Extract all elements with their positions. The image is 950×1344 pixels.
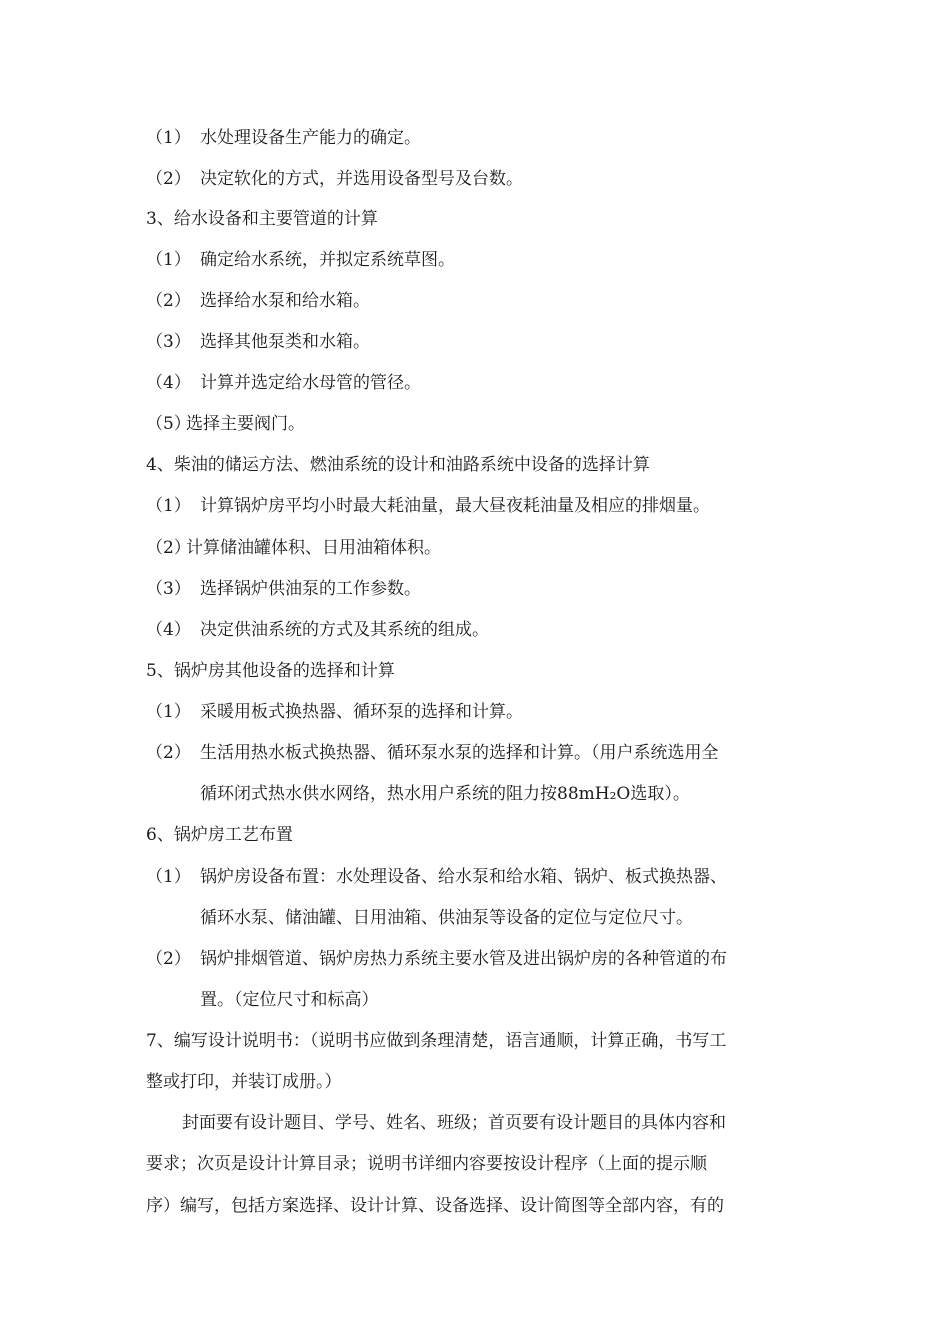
- section-heading: 7、编写设计说明书：（说明书应做到条理清楚，语言通顺，计算正确，书写工: [146, 1031, 727, 1051]
- item-text: 生活用热水板式换热器、循环泵水泵的选择和计算。（用户系统选用全: [200, 743, 719, 763]
- item-text: 水处理设备生产能力的确定。: [200, 128, 421, 148]
- item-text: 采暖用板式换热器、循环泵的选择和计算。: [200, 702, 523, 722]
- list-item: [146, 537, 441, 559]
- list-item: [146, 249, 455, 271]
- item-number: （1）: [146, 128, 191, 148]
- list-item: [146, 701, 523, 723]
- item-number: （3）: [146, 332, 191, 352]
- item-number: （2）: [146, 291, 191, 311]
- list-item: [146, 372, 421, 394]
- item-text: 选择主要阀门。: [186, 414, 305, 434]
- list-item-continuation: 置。（定位尺寸和标高）: [200, 990, 379, 1010]
- item-number: （2）: [146, 949, 191, 969]
- item-text: 选择锅炉供油泵的工作参数。: [200, 579, 421, 599]
- section-heading-continuation: 整或打印，并装订成册。）: [146, 1072, 342, 1092]
- list-item: [146, 578, 421, 600]
- item-text: 选择其他泵类和水箱。: [200, 332, 370, 352]
- list-item: [146, 866, 727, 888]
- list-item: [146, 331, 370, 353]
- list-item: [146, 127, 421, 149]
- item-text: 计算锅炉房平均小时最大耗油量，最大昼夜耗油量及相应的排烟量。: [200, 496, 710, 516]
- item-number: （3）: [146, 579, 191, 599]
- item-text: 决定软化的方式，并选用设备型号及台数。: [200, 169, 523, 189]
- section-heading: 4、柴油的储运方法、燃油系统的设计和油路系统中设备的选择计算: [146, 455, 650, 475]
- list-item: [146, 290, 370, 312]
- list-item-continuation: 循环水泵、储油罐、日用油箱、供油泵等设备的定位与定位尺寸。: [200, 908, 693, 928]
- item-number: （2）: [146, 538, 191, 558]
- section-heading: 5、锅炉房其他设备的选择和计算: [146, 661, 395, 681]
- section-heading: 6、锅炉房工艺布置: [146, 825, 293, 845]
- list-item: [146, 413, 305, 435]
- item-number: （1）: [146, 702, 191, 722]
- paragraph-line: 封面要有设计题目、学号、姓名、班级；首页要有设计题目的具体内容和: [182, 1113, 726, 1133]
- item-number: （4）: [146, 620, 191, 640]
- section-heading: 3、给水设备和主要管道的计算: [146, 209, 378, 229]
- item-number: （1）: [146, 250, 191, 270]
- item-number: （5）: [146, 414, 191, 434]
- paragraph-line: 序）编写，包括方案选择、设计计算、设备选择、设计简图等全部内容，有的: [146, 1196, 724, 1216]
- list-item: [146, 168, 523, 190]
- list-item: [146, 948, 727, 970]
- item-text: 选择给水泵和给水箱。: [200, 291, 370, 311]
- item-number: （1）: [146, 496, 191, 516]
- item-text: 锅炉排烟管道、锅炉房热力系统主要水管及进出锅炉房的各种管道的布: [200, 949, 727, 969]
- item-number: （4）: [146, 373, 191, 393]
- list-item: [146, 619, 489, 641]
- item-text: 决定供油系统的方式及其系统的组成。: [200, 620, 489, 640]
- list-item: [146, 495, 710, 517]
- list-item-continuation: 循环闭式热水供水网络，热水用户系统的阻力按88mH₂O选取）。: [200, 784, 690, 804]
- item-text: 确定给水系统，并拟定系统草图。: [200, 250, 455, 270]
- item-text: 计算储油罐体积、日用油箱体积。: [186, 538, 441, 558]
- item-number: （1）: [146, 867, 191, 887]
- item-number: （2）: [146, 743, 191, 763]
- paragraph-line: 要求；次页是设计计算目录；说明书详细内容要按设计程序（上面的提示顺: [146, 1154, 707, 1174]
- list-item: [146, 742, 719, 764]
- item-text: 锅炉房设备布置：水处理设备、给水泵和给水箱、锅炉、板式换热器、: [200, 867, 727, 887]
- item-number: （2）: [146, 169, 191, 189]
- item-text: 计算并选定给水母管的管径。: [200, 373, 421, 393]
